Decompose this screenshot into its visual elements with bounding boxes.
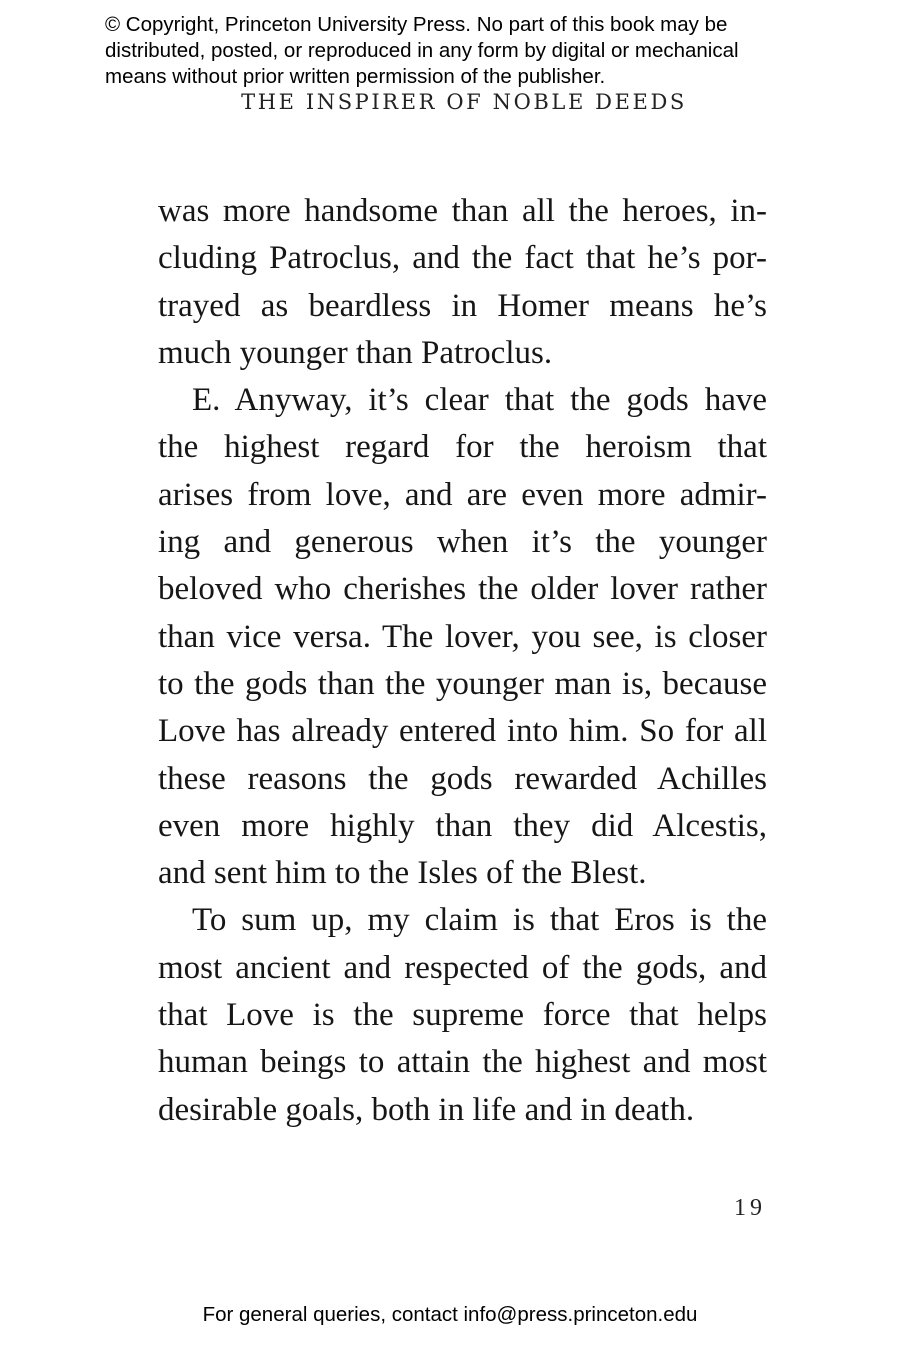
text-line: the highest regard for the heroism that (158, 429, 767, 466)
text-line: E. Anyway, it’s clear that the gods have (192, 382, 767, 419)
page-number: 19 (734, 1195, 766, 1221)
running-head: THE INSPIRER OF NOBLE DEEDS (241, 90, 687, 114)
text-line: these reasons the gods rewarded Achilles (158, 760, 767, 797)
text-line: To sum up, my claim is that Eros is the (192, 902, 767, 939)
footer-contact: For general queries, contact info@press.princeton.edu (202, 1303, 698, 1326)
text-line: ing and generous when it’s the younger (158, 524, 767, 561)
text-line: arises from love, and are even more admir- (158, 476, 767, 513)
copyright-line: © Copyright, Princeton University Press. No part of this book may be (105, 13, 728, 36)
paragraph-3 (158, 897, 767, 1133)
text-line: most ancient and respected of the gods, and (158, 949, 767, 986)
paragraph-2 (158, 377, 767, 897)
text-line: than vice versa. The lover, you see, is closer (158, 618, 767, 655)
text-line: desirable goals, both in life and in death. (158, 1091, 695, 1128)
text-line: was more handsome than all the heroes, in- (158, 193, 767, 229)
text-line: beloved who cherishes the older lover rather (158, 571, 767, 608)
body-text (158, 188, 767, 1134)
paragraph-1 (158, 188, 767, 377)
text-line: human beings to attain the highest and most (158, 1044, 767, 1081)
text-line: even more highly than they did Alcestis, (158, 807, 767, 844)
text-line: much younger than Patroclus. (158, 334, 553, 371)
text-line: to the gods than the younger man is, because (158, 665, 767, 702)
text-line: Love has already entered into him. So for all (158, 713, 767, 750)
copyright-notice (105, 12, 865, 90)
copyright-line: means without prior written permission of the publisher. (105, 65, 606, 88)
text-line: that Love is the supreme force that helps (158, 997, 767, 1034)
copyright-line: distributed, posted, or reproduced in any form by digital or mechanical (105, 39, 739, 62)
text-line: cluding Patroclus, and the fact that he’s por- (158, 240, 767, 277)
text-line: trayed as beardless in Homer means he’s (158, 287, 767, 324)
text-line: and sent him to the Isles of the Blest. (158, 855, 647, 892)
